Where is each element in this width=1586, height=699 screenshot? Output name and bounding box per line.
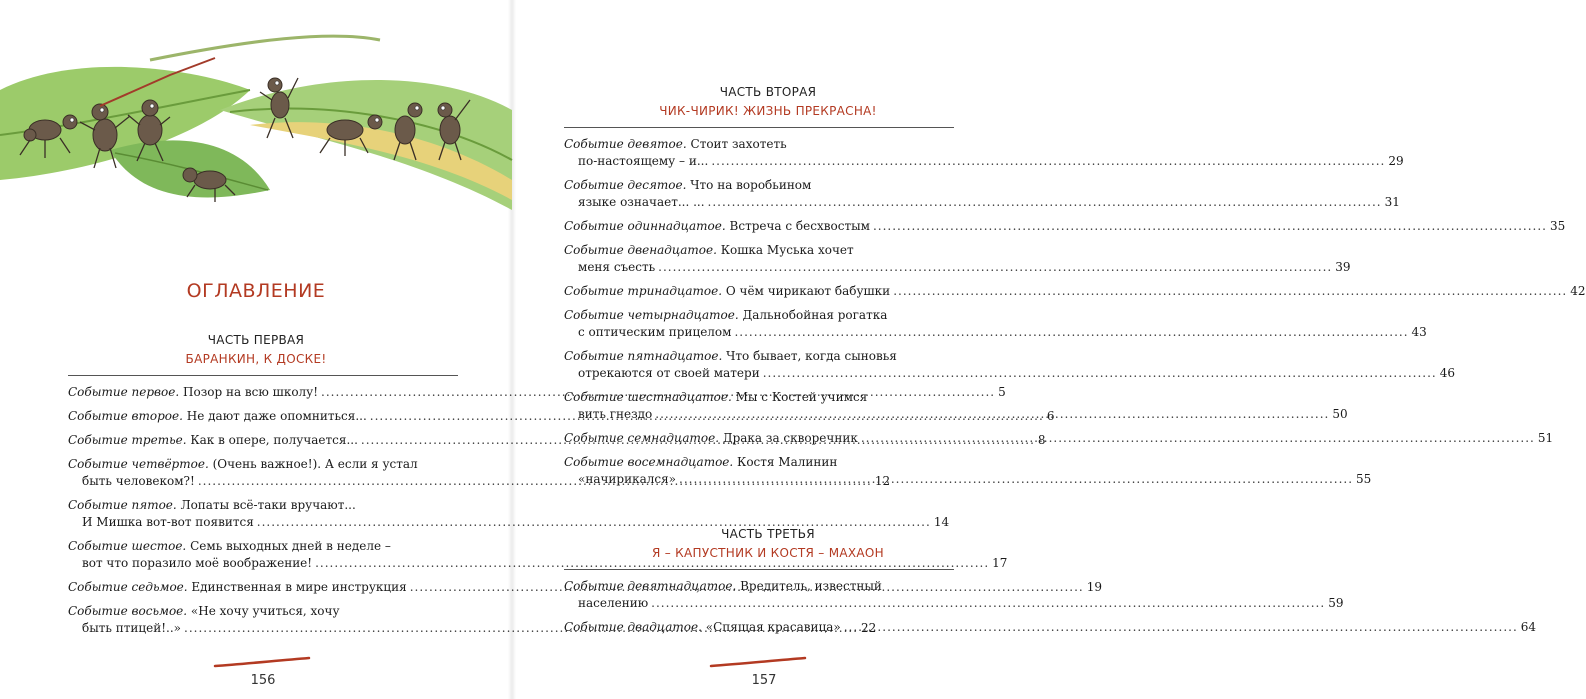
toc-entry-text (82, 474, 195, 488)
toc-entry-line (68, 497, 458, 514)
toc-page-number: 12 (874, 474, 891, 488)
toc-entry-line (68, 456, 458, 473)
toc-entry-text (578, 596, 648, 610)
toc-entry-text (564, 349, 897, 363)
toc-entry-text (68, 604, 340, 618)
toc-entry (68, 497, 950, 531)
toc-entry-text (68, 457, 418, 471)
toc-entry (564, 283, 1586, 300)
toc-leader-dots (861, 431, 1535, 445)
toc-entry-title: «начирикался» (578, 472, 677, 486)
toc-entry-title: меня съесть (578, 260, 656, 274)
part-three-title: Я – КАПУСТНИК И КОСТЯ – МАХАОН (652, 546, 884, 560)
toc-leader-dots (844, 620, 1518, 634)
toc-page-number: 17 (992, 556, 1008, 570)
toc-entry-text (82, 515, 254, 529)
toc-entry-title: «Спящая красавица» (705, 620, 841, 634)
toc-entry-line (564, 389, 954, 406)
toc-page-number: 29 (1388, 154, 1404, 168)
toc-entry-text (68, 433, 358, 447)
toc-entry-title: с оптическим прицелом (578, 325, 732, 339)
toc-entry-line (564, 454, 954, 471)
toc-entry-event: Событие восьмое. (68, 604, 188, 618)
toc-leader-dots (711, 154, 1385, 168)
toc-entry-title: Вредитель, известный (740, 579, 882, 593)
toc-entry-event: Событие четырнадцатое. (564, 308, 739, 322)
toc-entry-title: Что бывает, когда сыновья (726, 349, 897, 363)
toc-entry-title: Единственная в мире инструкция (191, 580, 407, 594)
toc-entry (564, 454, 1372, 488)
toc-entry-title: языке означает... ... (578, 195, 705, 209)
toc-entry (564, 242, 1351, 276)
toc-leader-dots (873, 219, 1547, 233)
toc-entry-event: Событие тринадцатое. (564, 284, 723, 298)
page-footer-stroke (709, 656, 809, 670)
toc-page-number: 39 (1335, 260, 1351, 274)
toc-entry-text (68, 385, 318, 399)
toc-entry-text (564, 219, 870, 233)
toc-leader-dots (708, 195, 1382, 209)
toc-entry-event: Событие одиннадцатое. (564, 219, 726, 233)
toc-entry-text (564, 243, 854, 257)
toc-entry-text (578, 260, 655, 274)
part-two-title: ЧИК-ЧИРИК! ЖИЗНЬ ПРЕКРАСНА! (659, 104, 877, 118)
toc-page-number: 64 (1520, 620, 1537, 634)
toc-entry-event: Событие двадцатое. (564, 620, 702, 634)
toc-entry-event: Событие девятое. (564, 137, 687, 151)
toc-entry-title: (Очень важное!). А если я устал (212, 457, 418, 471)
toc-entry-line (564, 194, 1400, 211)
toc-page-number: 14 (933, 515, 950, 529)
toc-entry-event: Событие пятое. (68, 498, 177, 512)
toc-leader-dots (651, 596, 1325, 610)
toc-entry (564, 430, 1554, 447)
toc-entry-text (82, 556, 312, 570)
toc-entry-text (578, 154, 708, 168)
toc-entry-text (564, 579, 882, 593)
toc-entry-title: Встреча с бесхвостым (729, 219, 870, 233)
toc-entry-title: Что на воробьином (690, 178, 812, 192)
toc-entry-line (68, 514, 950, 531)
toc-entry-title: по-настоящему – и... (578, 154, 709, 168)
toc-entry-line (564, 348, 954, 365)
toc-entry-line (564, 365, 1456, 382)
toc-entry-text (578, 366, 760, 380)
toc-page-number: 50 (1332, 407, 1348, 421)
toc-entry-line (564, 259, 1351, 276)
toc-entry-line (564, 242, 954, 259)
toc-entry-title: Как в опере, получается... (190, 433, 358, 447)
toc-page-number: 19 (1086, 580, 1102, 594)
toc-entry-title: Мы с Костей учимся (735, 390, 868, 404)
part-two-label: ЧАСТЬ ВТОРАЯ (719, 85, 817, 99)
toc-entry-line (68, 538, 458, 555)
toc-entry-line (564, 136, 954, 153)
toc-entry-title: Кошка Муська хочет (720, 243, 854, 257)
toc-entry-event: Событие двенадцатое. (564, 243, 717, 257)
toc-entry-text (578, 325, 731, 339)
toc-entry-event: Событие седьмое. (68, 580, 188, 594)
part-two-entries (564, 136, 1586, 495)
toc-page-number: 22 (861, 621, 877, 635)
toc-entry-title: Лопаты всё-таки вручают... (180, 498, 356, 512)
toc-entry-event: Событие девятнадцатое. (564, 579, 737, 593)
toc-entry-text (564, 178, 811, 192)
toc-entry-line (564, 153, 1404, 170)
toc-entry (564, 619, 1537, 636)
part-two-rule (564, 127, 954, 128)
toc-entry (564, 389, 1348, 423)
toc-entry (564, 348, 1456, 382)
toc-entry-text (564, 455, 837, 469)
toc-page-number: 46 (1439, 366, 1456, 380)
toc-page-number: 31 (1384, 195, 1400, 209)
toc-entry-event: Событие шестое. (68, 539, 187, 553)
toc-entry-text (68, 539, 391, 553)
toc-entry-text (564, 431, 858, 445)
part-one-label: ЧАСТЬ ПЕРВАЯ (207, 333, 305, 347)
toc-entry-line (68, 603, 458, 620)
toc-entry-title: вить гнездо (578, 407, 653, 421)
toc-heading: ОГЛАВЛЕНИЕ (186, 280, 326, 302)
toc-page-number: 43 (1411, 325, 1427, 339)
toc-entry-text (68, 498, 356, 512)
toc-entry-text (578, 407, 652, 421)
toc-page-number: 59 (1328, 596, 1344, 610)
toc-entry-line (564, 430, 1554, 447)
toc-page-number: 6 (1046, 409, 1055, 423)
toc-entry-line (564, 578, 954, 595)
ants-on-leaf-illustration (0, 30, 512, 230)
toc-entry-text (578, 472, 676, 486)
part-three-rule (564, 569, 954, 570)
toc-entry (564, 177, 1400, 211)
toc-leader-dots (679, 472, 1353, 486)
toc-page-number: 8 (1037, 433, 1046, 447)
toc-entry-event: Событие восемнадцатое. (564, 455, 734, 469)
toc-entry-event: Событие четвёртое. (68, 457, 209, 471)
toc-entry-line (564, 218, 1566, 235)
toc-entry-title: Семь выходных дней в неделе – (190, 539, 391, 553)
toc-entry-text (564, 137, 787, 151)
toc-entry (564, 136, 1404, 170)
part-one-rule (68, 375, 458, 376)
toc-entry-event: Событие шестнадцатое. (564, 390, 732, 404)
toc-entry-title: быть птицей!..» (82, 621, 182, 635)
toc-entry-event: Событие семнадцатое. (564, 431, 720, 445)
toc-entry-text (578, 195, 705, 209)
toc-entry-title: Костя Малинин (737, 455, 838, 469)
toc-page-number: 55 (1356, 472, 1372, 486)
page-footer-stroke (213, 656, 313, 670)
part-three-label: ЧАСТЬ ТРЕТЬЯ (721, 527, 815, 541)
toc-entry-text (82, 621, 181, 635)
toc-entry-title: И Мишка вот-вот появится (82, 515, 254, 529)
toc-entry-line (564, 595, 1344, 612)
toc-entry-title: Драка за скворечник (722, 431, 858, 445)
toc-entry-line (564, 177, 954, 194)
toc-leader-dots (655, 407, 1329, 421)
toc-entry (564, 218, 1566, 235)
part-one-title: БАРАНКИН, К ДОСКЕ! (185, 352, 327, 366)
toc-entry-title: населению (578, 596, 649, 610)
toc-entry-title: Позор на всю школу! (183, 385, 319, 399)
toc-entry-title: Не дают даже опомниться... (186, 409, 367, 423)
toc-entry-text (564, 620, 841, 634)
toc-entry-title: «Не хочу учиться, хочу (190, 604, 340, 618)
toc-page-number: 5 (998, 385, 1006, 399)
toc-entry-line (564, 471, 1372, 488)
toc-leader-dots (658, 260, 1332, 274)
page-number-right: 157 (751, 673, 777, 688)
toc-entry-event: Событие десятое. (564, 178, 687, 192)
toc-entry-event: Событие первое. (68, 385, 180, 399)
toc-page-number: 35 (1550, 219, 1566, 233)
toc-leader-dots (893, 284, 1567, 298)
toc-entry-title: О чём чирикают бабушки (725, 284, 891, 298)
toc-entry-title: Стоит захотеть (690, 137, 787, 151)
toc-entry-event: Событие пятнадцатое. (564, 349, 723, 363)
toc-entry-text (564, 284, 890, 298)
toc-page-number: 42 (1570, 284, 1586, 298)
toc-entry-line (564, 406, 1348, 423)
toc-entry-title: быть человеком?! (82, 474, 195, 488)
toc-entry-text (564, 390, 867, 404)
toc-entry (564, 307, 1427, 341)
toc-entry-title: отрекаются от своей матери (578, 366, 760, 380)
toc-entry-title: Дальнобойная рогатка (742, 308, 888, 322)
toc-leader-dots (763, 366, 1437, 380)
toc-leader-dots (734, 325, 1408, 339)
page-number-left: 156 (250, 673, 276, 688)
toc-entry-text (68, 409, 367, 423)
toc-page-number: 51 (1537, 431, 1554, 445)
toc-entry-text (564, 308, 887, 322)
toc-entry-title: вот что поразило моё воображение! (82, 556, 313, 570)
toc-entry-event: Событие второе. (68, 409, 183, 423)
toc-entry-text (68, 580, 407, 594)
toc-entry-line (564, 283, 1586, 300)
toc-entry-line (68, 555, 1008, 572)
toc-entry-line (564, 307, 954, 324)
toc-entry-line (564, 324, 1427, 341)
toc-entry-line (564, 619, 1537, 636)
toc-entry-event: Событие третье. (68, 433, 187, 447)
